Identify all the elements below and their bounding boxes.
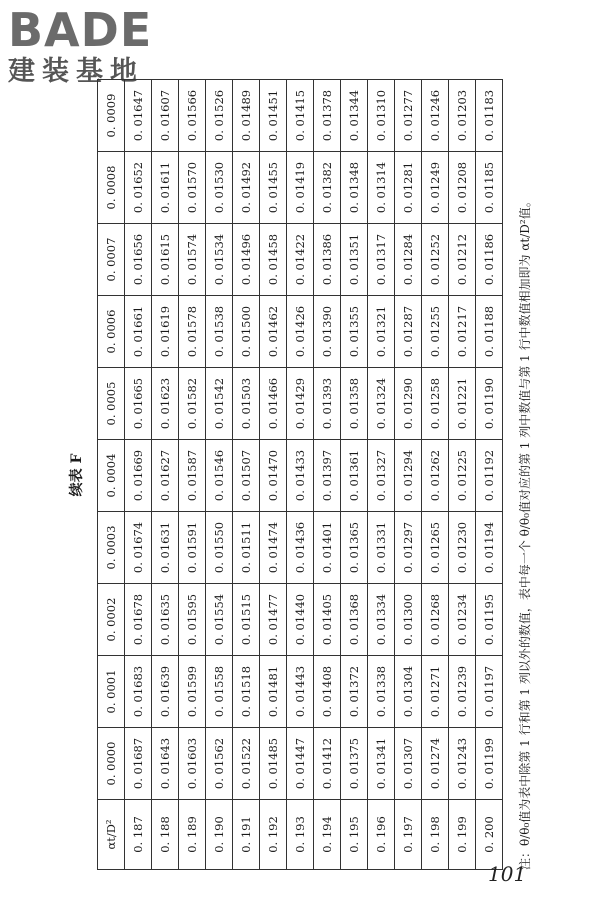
table-cell: 0. 01542 xyxy=(206,368,233,440)
table-row xyxy=(341,80,368,870)
table-cell: 0. 01538 xyxy=(206,296,233,368)
table-cell: 0. 01203 xyxy=(449,80,476,152)
table-cell: 0. 01358 xyxy=(341,368,368,440)
row-key: 0. 189 xyxy=(179,800,206,870)
table-cell: 0. 01277 xyxy=(395,80,422,152)
table-row xyxy=(395,80,422,870)
table-cell: 0. 01190 xyxy=(476,368,503,440)
table-cell: 0. 01591 xyxy=(179,512,206,584)
table-cell: 0. 01365 xyxy=(341,512,368,584)
logo-subtitle: 建装基地 xyxy=(8,56,144,87)
table-cell: 0. 01234 xyxy=(449,584,476,656)
table-cell: 0. 01500 xyxy=(233,296,260,368)
table-row xyxy=(260,80,287,870)
table-cell: 0. 01344 xyxy=(341,80,368,152)
table-cell: 0. 01643 xyxy=(152,728,179,800)
table-cell: 0. 01314 xyxy=(368,152,395,224)
column-header: 0. 0006 xyxy=(98,296,125,368)
table-row xyxy=(287,80,314,870)
table-cell: 0. 01378 xyxy=(314,80,341,152)
table-cell: 0. 01578 xyxy=(179,296,206,368)
table-cell: 0. 01623 xyxy=(152,368,179,440)
table-cell: 0. 01447 xyxy=(287,728,314,800)
table-cell: 0. 01300 xyxy=(395,584,422,656)
row-key: 0. 197 xyxy=(395,800,422,870)
table-cell: 0. 01492 xyxy=(233,152,260,224)
table-cell: 0. 01199 xyxy=(476,728,503,800)
column-header: 0. 0003 xyxy=(98,512,125,584)
table-cell: 0. 01249 xyxy=(422,152,449,224)
table-cell: 0. 01466 xyxy=(260,368,287,440)
row-key: 0. 188 xyxy=(152,800,179,870)
table-cell: 0. 01485 xyxy=(260,728,287,800)
table-cell: 0. 01518 xyxy=(233,656,260,728)
table-row xyxy=(233,80,260,870)
column-header: 0. 0004 xyxy=(98,440,125,512)
table-cell: 0. 01334 xyxy=(368,584,395,656)
table-cell: 0. 01627 xyxy=(152,440,179,512)
table-cell: 0. 01183 xyxy=(476,80,503,152)
table-row xyxy=(179,80,206,870)
table-cell: 0. 01550 xyxy=(206,512,233,584)
table-cell: 0. 01433 xyxy=(287,440,314,512)
data-table xyxy=(97,79,503,870)
table-cell: 0. 01375 xyxy=(341,728,368,800)
table-row xyxy=(422,80,449,870)
column-header: 0. 0002 xyxy=(98,584,125,656)
table-cell: 0. 01635 xyxy=(152,584,179,656)
table-cell: 0. 01225 xyxy=(449,440,476,512)
table-cell: 0. 01386 xyxy=(314,224,341,296)
row-key: 0. 190 xyxy=(206,800,233,870)
table-cell: 0. 01522 xyxy=(233,728,260,800)
table-cell: 0. 01208 xyxy=(449,152,476,224)
table-cell: 0. 01287 xyxy=(395,296,422,368)
table-cell: 0. 01631 xyxy=(152,512,179,584)
table-cell: 0. 01355 xyxy=(341,296,368,368)
table-cell: 0. 01401 xyxy=(314,512,341,584)
table-cell: 0. 01511 xyxy=(233,512,260,584)
row-key: 0. 196 xyxy=(368,800,395,870)
table-cell: 0. 01221 xyxy=(449,368,476,440)
table-cell: 0. 01599 xyxy=(179,656,206,728)
table-cell: 0. 01496 xyxy=(233,224,260,296)
row-key: 0. 192 xyxy=(260,800,287,870)
table-cell: 0. 01440 xyxy=(287,584,314,656)
table-body xyxy=(125,80,503,870)
table-cell: 0. 01669 xyxy=(125,440,152,512)
table-cell: 0. 01327 xyxy=(368,440,395,512)
table-cell: 0. 01562 xyxy=(206,728,233,800)
table-cell: 0. 01197 xyxy=(476,656,503,728)
table-cell: 0. 01470 xyxy=(260,440,287,512)
table-cell: 0. 01422 xyxy=(287,224,314,296)
table-cell: 0. 01661 xyxy=(125,296,152,368)
table-cell: 0. 01188 xyxy=(476,296,503,368)
table-cell: 0. 01397 xyxy=(314,440,341,512)
page-number: 101 xyxy=(488,862,527,886)
table-cell: 0. 01595 xyxy=(179,584,206,656)
table-cell: 0. 01526 xyxy=(206,80,233,152)
table-row xyxy=(206,80,233,870)
table-cell: 0. 01252 xyxy=(422,224,449,296)
table-cell: 0. 01462 xyxy=(260,296,287,368)
table-cell: 0. 01317 xyxy=(368,224,395,296)
table-cell: 0. 01429 xyxy=(287,368,314,440)
table-cell: 0. 01503 xyxy=(233,368,260,440)
column-header: 0. 0001 xyxy=(98,656,125,728)
table-cell: 0. 01408 xyxy=(314,656,341,728)
table-cell: 0. 01331 xyxy=(368,512,395,584)
table-cell: 0. 01262 xyxy=(422,440,449,512)
table-cell: 0. 01615 xyxy=(152,224,179,296)
table-cell: 0. 01481 xyxy=(260,656,287,728)
table-cell: 0. 01574 xyxy=(179,224,206,296)
corner-label: αt/D² xyxy=(98,800,125,870)
table-cell: 0. 01639 xyxy=(152,656,179,728)
table-cell: 0. 01268 xyxy=(422,584,449,656)
table-cell: 0. 01192 xyxy=(476,440,503,512)
table-cell: 0. 01455 xyxy=(260,152,287,224)
table-cell: 0. 01368 xyxy=(341,584,368,656)
table-cell: 0. 01558 xyxy=(206,656,233,728)
table-cell: 0. 01304 xyxy=(395,656,422,728)
table-cell: 0. 01515 xyxy=(233,584,260,656)
table-cell: 0. 01246 xyxy=(422,80,449,152)
table-row xyxy=(125,80,152,870)
table-cell: 0. 01382 xyxy=(314,152,341,224)
bade-logo xyxy=(8,4,183,90)
table-cell: 0. 01351 xyxy=(341,224,368,296)
table-title: 续表 F xyxy=(69,453,85,497)
table-cell: 0. 01474 xyxy=(260,512,287,584)
table-cell: 0. 01674 xyxy=(125,512,152,584)
table-cell: 0. 01566 xyxy=(179,80,206,152)
column-header: 0. 0005 xyxy=(98,368,125,440)
table-cell: 0. 01530 xyxy=(206,152,233,224)
table-cell: 0. 01678 xyxy=(125,584,152,656)
table-cell: 0. 01405 xyxy=(314,584,341,656)
table-cell: 0. 01683 xyxy=(125,656,152,728)
column-header: 0. 0000 xyxy=(98,728,125,800)
table-cell: 0. 01546 xyxy=(206,440,233,512)
table-cell: 0. 01554 xyxy=(206,584,233,656)
table-cell: 0. 01458 xyxy=(260,224,287,296)
table-row xyxy=(449,80,476,870)
table-cell: 0. 01265 xyxy=(422,512,449,584)
table-cell: 0. 01436 xyxy=(287,512,314,584)
table-cell: 0. 01185 xyxy=(476,152,503,224)
table-cell: 0. 01284 xyxy=(395,224,422,296)
table-cell: 0. 01341 xyxy=(368,728,395,800)
row-key: 0. 198 xyxy=(422,800,449,870)
table-row xyxy=(314,80,341,870)
column-header: 0. 0007 xyxy=(98,224,125,296)
table-cell: 0. 01255 xyxy=(422,296,449,368)
row-key: 0. 194 xyxy=(314,800,341,870)
table-cell: 0. 01258 xyxy=(422,368,449,440)
column-header: 0. 0009 xyxy=(98,80,125,152)
row-key: 0. 199 xyxy=(449,800,476,870)
table-cell: 0. 01611 xyxy=(152,152,179,224)
table-cell: 0. 01372 xyxy=(341,656,368,728)
table-cell: 0. 01297 xyxy=(395,512,422,584)
table-cell: 0. 01412 xyxy=(314,728,341,800)
table-cell: 0. 01274 xyxy=(422,728,449,800)
table-cell: 0. 01294 xyxy=(395,440,422,512)
table-row xyxy=(152,80,179,870)
table-cell: 0. 01582 xyxy=(179,368,206,440)
row-key: 0. 200 xyxy=(476,800,503,870)
table-cell: 0. 01310 xyxy=(368,80,395,152)
table-note: 注：θ/θ₀值为表中除第 1 行和第 1 列以外的数值，表中每一个 θ/θ₀值对应的第 1 列中数值与第 1 行中数值相加即为 αt/D²值。 xyxy=(518,195,532,870)
table-cell: 0. 01656 xyxy=(125,224,152,296)
table-cell: 0. 01652 xyxy=(125,152,152,224)
table-cell: 0. 01477 xyxy=(260,584,287,656)
table-cell: 0. 01194 xyxy=(476,512,503,584)
table-cell: 0. 01271 xyxy=(422,656,449,728)
table-cell: 0. 01281 xyxy=(395,152,422,224)
table-cell: 0. 01534 xyxy=(206,224,233,296)
table-cell: 0. 01321 xyxy=(368,296,395,368)
table-cell: 0. 01307 xyxy=(395,728,422,800)
row-key: 0. 191 xyxy=(233,800,260,870)
table-cell: 0. 01390 xyxy=(314,296,341,368)
column-header: 0. 0008 xyxy=(98,152,125,224)
row-key: 0. 187 xyxy=(125,800,152,870)
table-cell: 0. 01195 xyxy=(476,584,503,656)
table-cell: 0. 01489 xyxy=(233,80,260,152)
table-cell: 0. 01687 xyxy=(125,728,152,800)
table-cell: 0. 01393 xyxy=(314,368,341,440)
table-row xyxy=(368,80,395,870)
table-cell: 0. 01186 xyxy=(476,224,503,296)
table-cell: 0. 01443 xyxy=(287,656,314,728)
table-cell: 0. 01603 xyxy=(179,728,206,800)
logo-wordmark: BADE xyxy=(8,3,153,57)
table-cell: 0. 01230 xyxy=(449,512,476,584)
table-cell: 0. 01290 xyxy=(395,368,422,440)
table-cell: 0. 01587 xyxy=(179,440,206,512)
row-key: 0. 193 xyxy=(287,800,314,870)
header-row xyxy=(98,80,125,870)
table-cell: 0. 01507 xyxy=(233,440,260,512)
table-cell: 0. 01239 xyxy=(449,656,476,728)
table-cell: 0. 01419 xyxy=(287,152,314,224)
table-cell: 0. 01361 xyxy=(341,440,368,512)
table-cell: 0. 01451 xyxy=(260,80,287,152)
table-cell: 0. 01607 xyxy=(152,80,179,152)
table-cell: 0. 01324 xyxy=(368,368,395,440)
table-cell: 0. 01338 xyxy=(368,656,395,728)
rotated-table-block xyxy=(65,80,545,870)
table-cell: 0. 01348 xyxy=(341,152,368,224)
table-cell: 0. 01665 xyxy=(125,368,152,440)
row-key: 0. 195 xyxy=(341,800,368,870)
table-cell: 0. 01619 xyxy=(152,296,179,368)
table-cell: 0. 01243 xyxy=(449,728,476,800)
table-cell: 0. 01426 xyxy=(287,296,314,368)
table-cell: 0. 01217 xyxy=(449,296,476,368)
table-cell: 0. 01212 xyxy=(449,224,476,296)
table-cell: 0. 01647 xyxy=(125,80,152,152)
table-row xyxy=(476,80,503,870)
table-cell: 0. 01570 xyxy=(179,152,206,224)
table-cell: 0. 01415 xyxy=(287,80,314,152)
